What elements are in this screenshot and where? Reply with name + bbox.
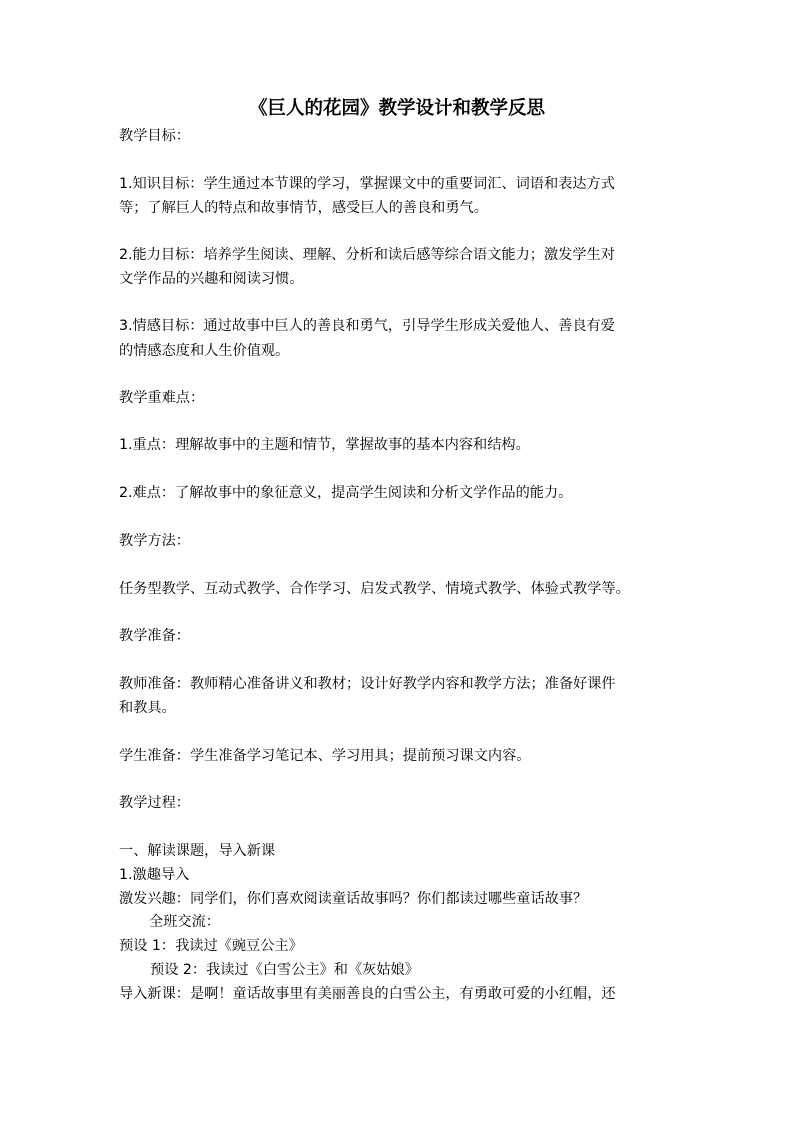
heading-key-difficulties: 教学重难点：: [119, 390, 205, 406]
heading-teaching-objectives: 教学目标：: [119, 128, 190, 144]
heading-teaching-process: 教学过程：: [119, 795, 190, 811]
paragraph-line: 1.重点：理解故事中的主题和情节，掌握故事的基本内容和结构。: [119, 437, 530, 453]
paragraph-line: 2.能力目标：培养学生阅读、理解、分析和读后感等综合语文能力；激发学生对: [119, 247, 615, 263]
paragraph-line: 导入新课：是啊！童话故事里有美丽善良的白雪公主，有勇敢可爱的小红帽，还: [119, 986, 616, 1002]
paragraph-line: 教师准备：教师精心准备讲义和教材；设计好教学内容和教学方法；准备好课件: [119, 676, 616, 692]
paragraph-line: 和教具。: [119, 700, 176, 716]
paragraph-line: 2.难点：了解故事中的象征意义，提高学生阅读和分析文学作品的能力。: [119, 485, 573, 501]
paragraph-line: 全班交流：: [149, 914, 220, 930]
paragraph-line: 1.知识目标：学生通过本节课的学习，掌握课文中的重要词汇、词语和表达方式: [119, 176, 615, 192]
paragraph-line: 等；了解巨人的特点和故事情节，感受巨人的善良和勇气。: [119, 200, 488, 216]
paragraph-line: 学生准备：学生准备学习笔记本、学习用具；提前预习课文内容。: [119, 748, 531, 764]
paragraph-line: 文学作品的兴趣和阅读习惯。: [119, 271, 304, 287]
paragraph-line: 预设 2：我读过《白雪公主》和《灰姑娘》: [150, 962, 419, 978]
paragraph-line: 3.情感目标：通过故事中巨人的善良和勇气，引导学生形成关爱他人、善良有爱: [119, 318, 615, 334]
paragraph-line: 激发兴趣：同学们，你们喜欢阅读童话故事吗？你们都读过哪些童话故事？: [119, 891, 588, 907]
paragraph-line: 任务型教学、互动式教学、合作学习、启发式教学、情境式教学、体验式教学等。: [119, 581, 630, 597]
paragraph-line: 预设 1：我读过《豌豆公主》: [119, 938, 303, 954]
subsection-heading: 1.激趣导入: [119, 867, 190, 883]
heading-teaching-methods: 教学方法：: [119, 533, 190, 549]
heading-teaching-preparation: 教学准备：: [119, 628, 190, 644]
paragraph-line: 的情感态度和人生价值观。: [119, 343, 290, 359]
document-title: 《巨人的花园》教学设计和教学反思: [248, 98, 545, 119]
section-heading: 一、解读课题，导入新课: [119, 843, 276, 859]
